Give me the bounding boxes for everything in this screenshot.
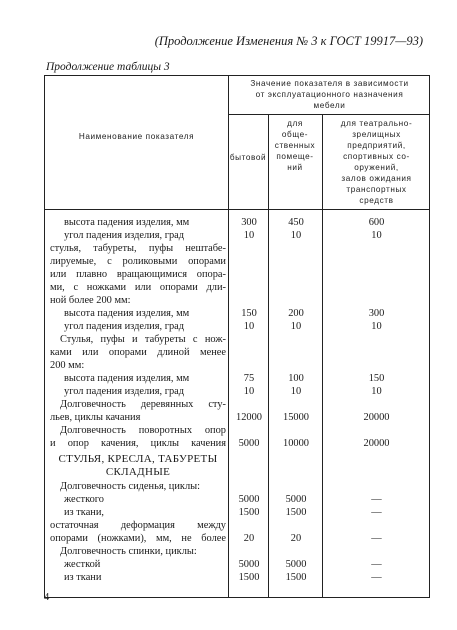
- indicator-name: Долговечность поворотных опор: [60, 425, 226, 436]
- indicator-name: 200 мм:: [50, 360, 85, 371]
- value-public: 10: [290, 230, 302, 241]
- header-col-line: ний: [287, 163, 303, 172]
- indicator-name: остаточная деформация между: [50, 520, 226, 531]
- header-col-line: оружений,: [354, 163, 399, 172]
- table-row: [45, 333, 429, 346]
- table-row: [45, 424, 429, 437]
- value-public: 200: [288, 308, 304, 319]
- data-table: [44, 75, 430, 598]
- value-public: 1500: [285, 507, 307, 518]
- table-caption: Продолжение таблицы 3: [46, 61, 170, 73]
- indicator-name: угол падения изделия, град: [64, 321, 185, 332]
- header-col-line: спортивных со-: [343, 152, 410, 161]
- value-household: 5000: [238, 494, 260, 505]
- value-household: 20: [243, 533, 255, 544]
- header-divider: [228, 114, 429, 115]
- indicator-name: или плавно вращающимися опора-: [50, 269, 226, 280]
- indicator-name: жесткого: [64, 494, 104, 505]
- value-public: 100: [288, 373, 304, 384]
- table-row: [45, 216, 429, 229]
- value-household: 1500: [238, 572, 260, 583]
- header-col-line: залов ожидания: [341, 174, 412, 183]
- table-row: [45, 268, 429, 281]
- value-household: 10: [243, 386, 255, 397]
- value-household: 75: [243, 373, 255, 384]
- value-household: 5000: [238, 438, 260, 449]
- table-row: [45, 320, 429, 333]
- table-row: [45, 242, 429, 255]
- value-theatre: 20000: [363, 438, 390, 449]
- indicator-name: Долговечность деревянных сту-: [60, 399, 226, 410]
- indicator-name: ной более 200 мм:: [50, 295, 131, 306]
- value-public: 5000: [285, 559, 307, 570]
- value-household: 150: [241, 308, 257, 319]
- section-heading: СКЛАДНЫЕ: [105, 466, 171, 478]
- indicator-name: высота падения изделия, мм: [64, 217, 190, 228]
- section-heading: СТУЛЬЯ, КРЕСЛА, ТАБУРЕТЫ: [58, 453, 218, 465]
- indicator-name: угол падения изделия, град: [64, 386, 185, 397]
- value-household: 12000: [236, 412, 262, 423]
- value-household: 10: [243, 321, 255, 332]
- table-row: [45, 493, 429, 506]
- indicator-name: ками или опорами длиной менее: [50, 347, 226, 358]
- table-row: [45, 281, 429, 294]
- section-heading-row: [45, 466, 429, 479]
- table-row: [45, 506, 429, 519]
- indicator-name: жесткой: [64, 559, 101, 570]
- indicator-name: Долговечность сиденья, циклы:: [60, 481, 201, 492]
- table-row: [45, 532, 429, 545]
- value-theatre: 10: [371, 230, 382, 241]
- indicator-name: ми, с ножками или опорами дли-: [50, 282, 226, 293]
- value-public: 10: [290, 321, 302, 332]
- header-col-line: транспортных: [346, 185, 407, 194]
- value-theatre: 10: [371, 321, 382, 332]
- value-public: 15000: [283, 412, 309, 423]
- table-row: [45, 229, 429, 242]
- table-row: [45, 545, 429, 558]
- value-public: 20: [290, 533, 302, 544]
- value-public: 5000: [285, 494, 307, 505]
- indicator-name: из ткани: [64, 572, 102, 583]
- header-group-line: мебели: [313, 101, 346, 110]
- indicator-name: Долговечность спинки, циклы:: [60, 546, 197, 557]
- indicator-name: из ткани,: [64, 507, 105, 518]
- header-col-household: [228, 152, 268, 163]
- value-public: 450: [288, 217, 304, 228]
- header-indicator-name: Наименование показателя: [78, 132, 195, 141]
- value-public: 10: [290, 386, 302, 397]
- header-bottom-rule: [45, 209, 429, 210]
- value-theatre: —: [371, 533, 382, 544]
- value-theatre: 150: [368, 373, 385, 384]
- header-col-theatre: [322, 118, 431, 206]
- header-value-group: [228, 78, 431, 111]
- value-theatre: 20000: [363, 412, 390, 423]
- value-theatre: 600: [368, 217, 385, 228]
- header-col-line: для театрально-: [340, 119, 413, 128]
- header-col-line: обще-: [281, 130, 309, 139]
- section-heading-row: [45, 453, 429, 466]
- value-theatre: —: [371, 507, 382, 518]
- value-household: 10: [243, 230, 255, 241]
- value-public: 10000: [283, 438, 309, 449]
- table-row: [45, 255, 429, 268]
- page-number: 4: [44, 592, 50, 603]
- table-row: [45, 411, 429, 424]
- value-public: 1500: [285, 572, 307, 583]
- header-col-line: предприятий,: [347, 141, 406, 150]
- value-theatre: 10: [371, 386, 382, 397]
- value-household: 1500: [238, 507, 260, 518]
- table-row: [45, 294, 429, 307]
- table-row: [45, 385, 429, 398]
- table-row: [45, 519, 429, 532]
- header-col-line: бытовой: [229, 153, 267, 162]
- table-row: [45, 372, 429, 385]
- indicator-name: льев, циклы качания: [50, 412, 141, 423]
- indicator-name: высота падения изделия, мм: [64, 308, 190, 319]
- table-row: [45, 437, 429, 450]
- header-col-line: зрелищных: [352, 130, 401, 139]
- indicator-name: угол падения изделия, град: [64, 230, 185, 241]
- table-row: [45, 571, 429, 584]
- indicator-name: стулья, табуреты, пуфы нештабе-: [50, 243, 226, 254]
- indicator-name: высота падения изделия, мм: [64, 373, 190, 384]
- indicator-name: и опор качения, циклы качения: [50, 438, 226, 449]
- amendment-header-note: (Продолжение Изменения № 3 к ГОСТ 19917—93): [154, 34, 423, 48]
- header-col-line: средств: [359, 196, 394, 205]
- table-row: [45, 398, 429, 411]
- table-row: [45, 346, 429, 359]
- value-theatre: —: [371, 559, 382, 570]
- header-col-line: ственных: [274, 141, 316, 150]
- table-row: [45, 558, 429, 571]
- indicator-name: опорами (ножками), мм, не более: [50, 533, 226, 544]
- value-theatre: —: [371, 572, 382, 583]
- header-col-line: помеще-: [276, 152, 314, 161]
- table-row: [45, 480, 429, 493]
- table-row: [45, 359, 429, 372]
- indicator-name: лируемые, с роликовыми опорами: [50, 256, 226, 267]
- header-col-line: для: [287, 119, 303, 128]
- indicator-name: Стулья, пуфы и табуреты с нож-: [60, 334, 226, 345]
- header-col-public: [268, 118, 322, 173]
- value-household: 5000: [238, 559, 260, 570]
- value-theatre: —: [371, 494, 382, 505]
- value-theatre: 300: [368, 308, 385, 319]
- value-household: 300: [241, 217, 257, 228]
- header-group-line: Значение показателя в зависимости: [250, 79, 409, 88]
- header-group-line: от эксплуатационного назначения: [255, 90, 404, 99]
- table-row: [45, 307, 429, 320]
